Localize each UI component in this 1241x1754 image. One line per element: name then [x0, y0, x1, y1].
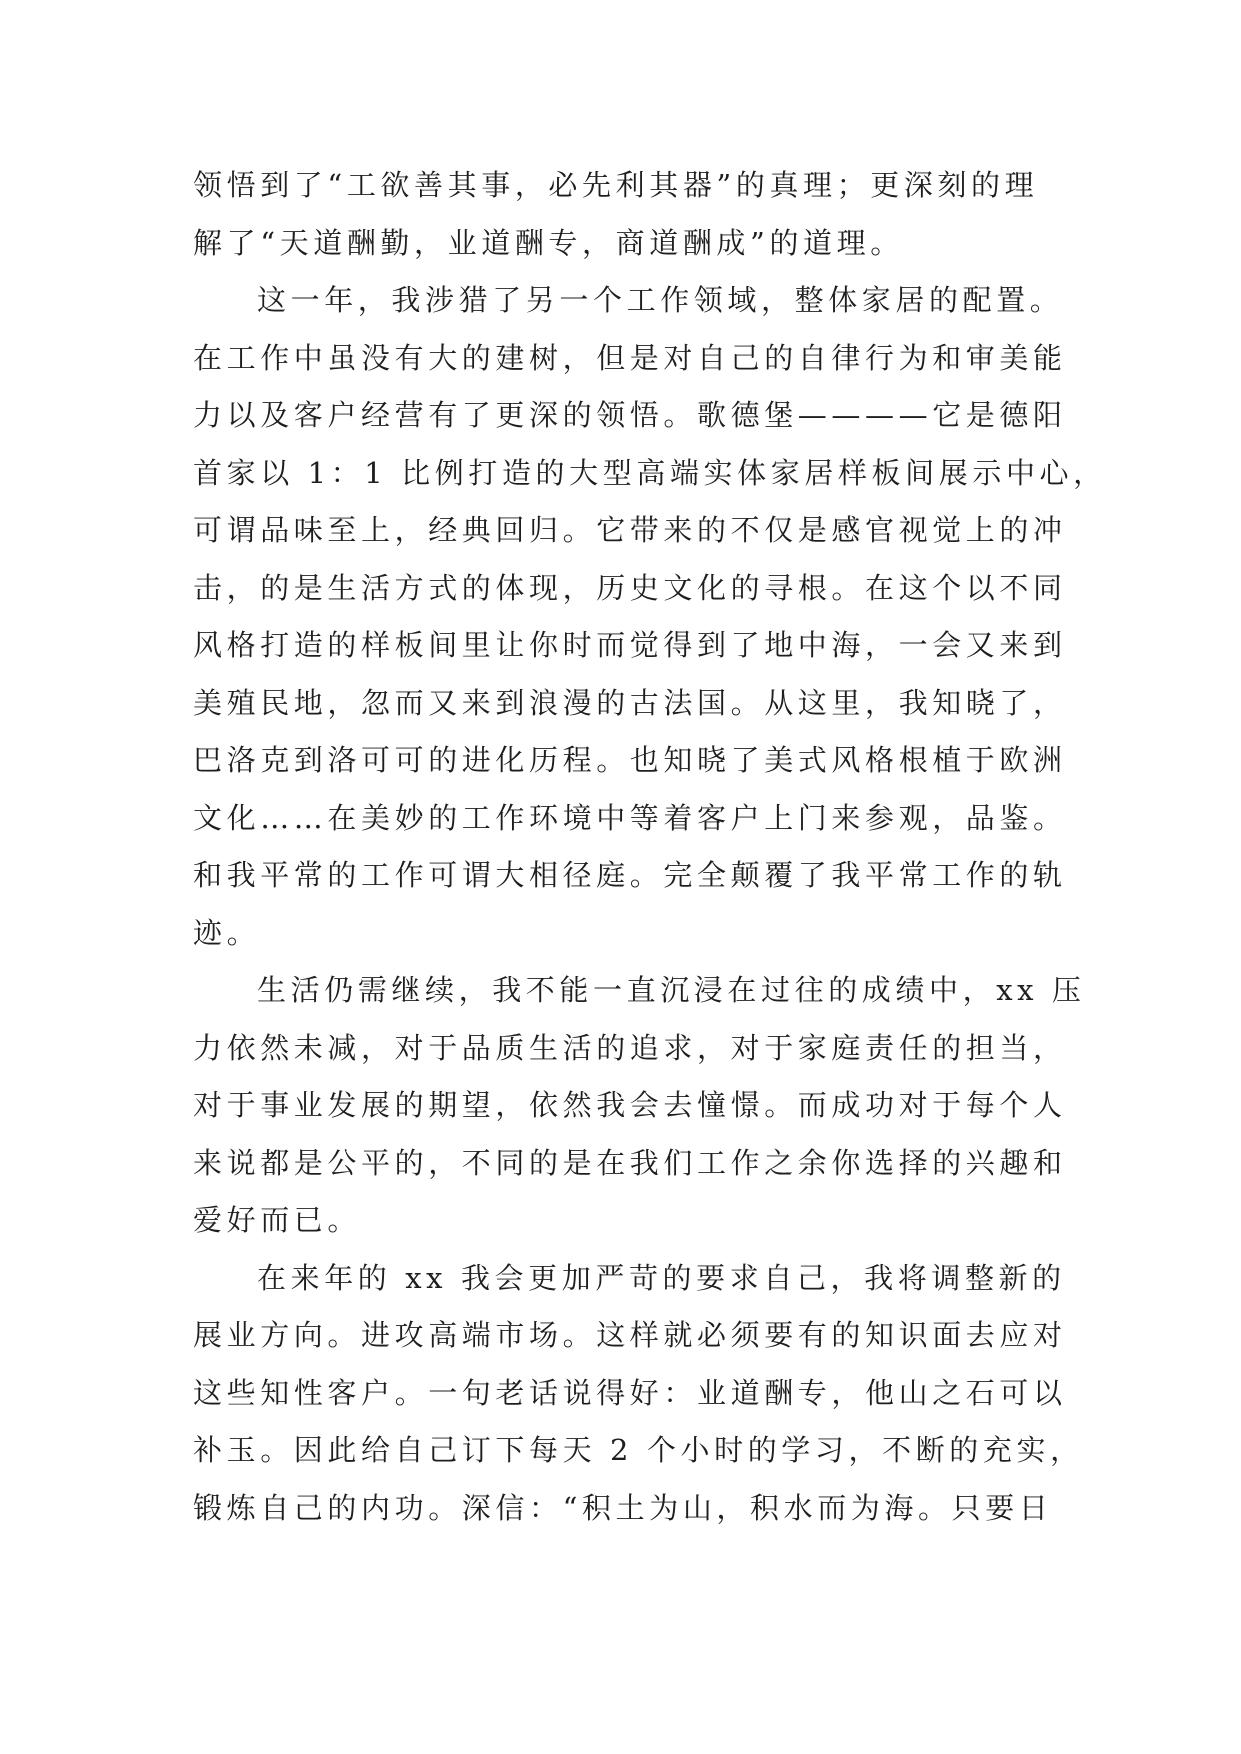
text-line: 解了“天道酬勤，业道酬专，商道酬成”的道理。 [193, 225, 904, 260]
text-line: 在工作中虽没有大的建树，但是对自己的自律行为和审美能 [193, 340, 1067, 375]
text-line: 风格打造的样板间里让你时而觉得到了地中海，一会又来到 [193, 628, 1067, 662]
text-line: 力以及客户经营有了更深的领悟。歌德堡————它是德阳 [193, 398, 1067, 432]
body-text [193, 157, 1107, 1537]
text-line: 这些知性客户。一句老话说得好：业道酬专，他山之石可以 [193, 1375, 1067, 1410]
text-line: 巴洛克到洛可可的进化历程。也知晓了美式风格根植于欧洲 [193, 743, 1067, 777]
text-line: 爱好而已。 [193, 1203, 362, 1237]
paragraph-first-line: 这一年，我涉猎了另一个工作领域，整体家居的配置。 [257, 283, 1064, 317]
text-line: 领悟到了“工欲善其事，必先利其器”的真理；更深刻的理 [193, 168, 1039, 202]
text-line: 击，的是生活方式的体现，历史文化的寻根。在这个以不同 [193, 570, 1067, 605]
paragraph-first-line: 生活仍需继续，我不能一直沉浸在过往的成绩中，xx 压 [257, 973, 1086, 1007]
text-line: 迹。 [193, 915, 261, 950]
text-line: 对于事业发展的期望，依然我会去憧憬。而成功对于每个人 [193, 1088, 1067, 1122]
text-line: 补玉。因此给自己订下每天 2 个小时的学习，不断的充实， [193, 1433, 1084, 1467]
text-line: 文化……在美妙的工作环境中等着客户上门来参观，品鉴。 [193, 800, 1067, 835]
text-line: 力依然未减，对于品质生活的追求，对于家庭责任的担当， [193, 1030, 1067, 1065]
text-line: 和我平常的工作可谓大相径庭。完全颠覆了我平常工作的轨 [193, 858, 1067, 892]
text-line: 来说都是公平的，不同的是在我们工作之余你选择的兴趣和 [193, 1145, 1067, 1180]
text-line: 首家以 1：1 比例打造的大型高端实体家居样板间展示中心， [193, 455, 1107, 490]
paragraph-first-line: 在来年的 xx 我会更加严苛的要求自己，我将调整新的 [257, 1260, 1066, 1295]
text-line: 可谓品味至上，经典回归。它带来的不仅是感官视觉上的冲 [193, 513, 1067, 547]
text-line: 美殖民地，忽而又来到浪漫的古法国。从这里，我知晓了， [193, 685, 1067, 720]
text-line: 展业方向。进攻高端市场。这样就必须要有的知识面去应对 [193, 1318, 1067, 1352]
text-line: 锻炼自己的内功。深信：“积土为山，积水而为海。只要日 [193, 1490, 1053, 1525]
